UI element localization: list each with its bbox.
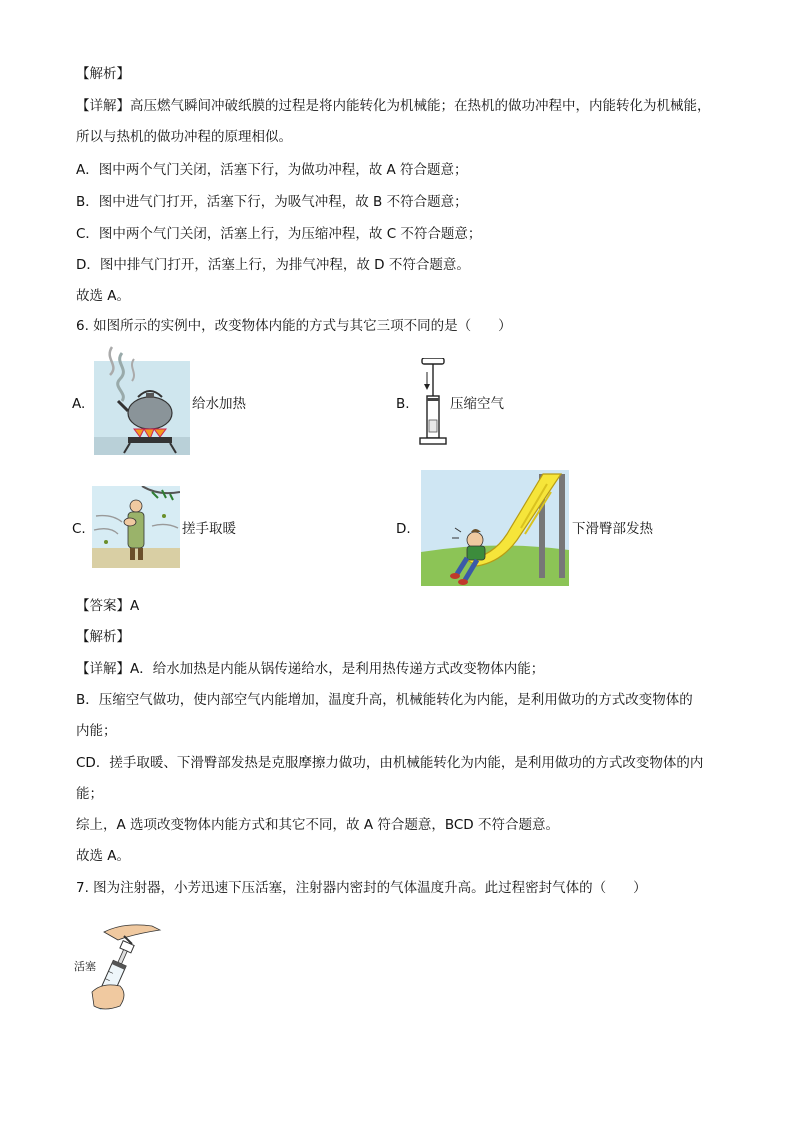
slide-icon [421, 470, 569, 586]
detail-line-a: A．给水加热是内能从锅传递给水，是利用热传递方式改变物体内能； [130, 661, 545, 677]
detail-text-1: 高压燃气瞬间冲破纸膜的过程是将内能转化为机械能；在热机的做功冲程中，内能转化为机械能， [130, 98, 711, 114]
choice-d-caption: 下滑臀部发热 [572, 521, 653, 537]
option-c-text: C．图中两个气门关闭，活塞上行，为压缩冲程，故 C 不符合题意； [76, 226, 482, 242]
detail-line-cd-cont: 能； [76, 786, 103, 802]
choice-d-letter: D. [396, 521, 411, 537]
question-7-stem: 7. 图为注射器，小芳迅速下压活塞，注射器内密封的气体温度升高。此过程密封气体的（ ） [76, 880, 647, 896]
choice-a-caption: 给水加热 [192, 396, 246, 412]
analysis-label-1: 【解析】 [76, 66, 130, 82]
conclusion-1: 故选 A。 [76, 288, 131, 304]
detail-paragraph-1 [76, 100, 711, 114]
detail-line-cd: CD．搓手取暖、下滑臀部发热是克服摩擦力做功，由机械能转化为内能，是利用做功的方式改变物体的内 [76, 755, 704, 771]
detail-line-b-cont: 内能； [76, 723, 117, 739]
analysis-label-2: 【解析】 [76, 629, 130, 645]
choice-a-letter: A. [72, 396, 86, 412]
rubbing-hands-icon [92, 486, 180, 568]
option-d-text: D．图中排气门打开，活塞上行，为排气冲程，故 D 不符合题意。 [76, 257, 470, 273]
question-6-stem: 6. 如图所示的实例中，改变物体内能的方式与其它三项不同的是（ ） [76, 318, 512, 334]
detail-label-2: 【详解】 [76, 661, 130, 677]
summary-line: 综上，A 选项改变物体内能方式和其它不同，故 A 符合题意，BCD 不符合题意。 [76, 817, 559, 833]
detail-line-b: B．压缩空气做功，使内部空气内能增加，温度升高，机械能转化为内能，是利用做功的方式改变物体的 [76, 692, 693, 708]
option-a-text: A．图中两个气门关闭，活塞下行，为做功冲程，故 A 符合题意； [76, 162, 468, 178]
detail-label-1: 【详解】 [76, 98, 130, 114]
detail-text-2: 所以与热机的做功冲程的原理相似。 [76, 129, 292, 145]
air-pump-icon [418, 358, 448, 448]
choice-c-letter: C. [72, 521, 86, 537]
kettle-heating-icon [94, 345, 190, 455]
piston-label: 活塞 [74, 960, 96, 973]
choice-c-caption: 搓手取暖 [182, 521, 236, 537]
answer-label: 【答案】 [76, 598, 130, 614]
answer-6 [76, 600, 139, 614]
choice-b-caption: 压缩空气 [450, 396, 504, 412]
detail-paragraph-2 [76, 663, 544, 677]
option-b-text: B．图中进气门打开，活塞下行，为吸气冲程，故 B 不符合题意； [76, 194, 468, 210]
choice-b-letter: B. [396, 396, 410, 412]
answer-value: A [130, 598, 140, 614]
conclusion-2: 故选 A。 [76, 848, 131, 864]
